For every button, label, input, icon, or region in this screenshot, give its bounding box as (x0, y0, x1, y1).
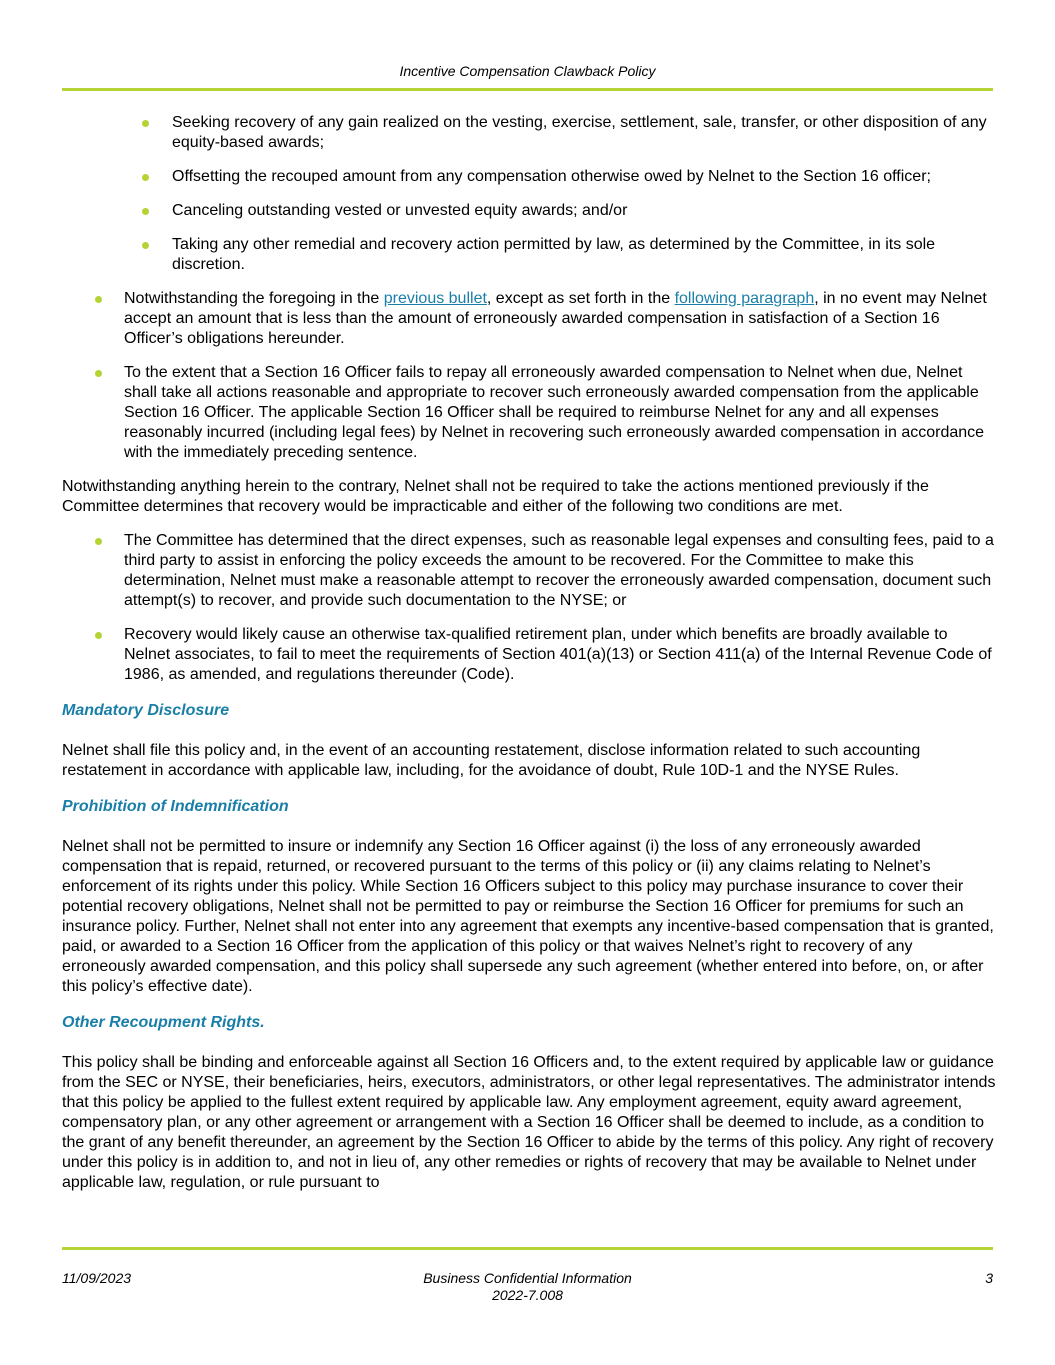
bullet-icon (142, 208, 149, 215)
following-paragraph-link[interactable]: following paragraph (674, 290, 815, 307)
bullet-icon (95, 296, 102, 303)
list-item: Canceling outstanding vested or unvested equity awards; and/or (62, 201, 997, 221)
bullet-icon (95, 370, 102, 377)
list-item: Offsetting the recouped amount from any compensation otherwise owed by Nelnet to the Section 16 officer; (62, 167, 997, 187)
footer-divider (62, 1247, 993, 1250)
header-title: Incentive Compensation Clawback Policy (399, 63, 656, 79)
section-heading-indemnification: Prohibition of Indemnification (62, 798, 289, 815)
bullet-icon (142, 174, 149, 181)
footer-page-number: 3 (985, 1270, 993, 1286)
list-item: Recovery would likely cause an otherwise tax-qualified retirement plan, under which benefits are broadly available to Nelnet associates, to fail to meet the requirements of Section 401(a)(13) or Section 411(a) of the Internal Revenue Code of 1986, as amended, and regulations thereunder (Code). (62, 625, 997, 685)
conditions-list (62, 531, 997, 685)
disclosure-paragraph: Nelnet shall file this policy and, in the event of an accounting restatement, disclose information related to such accounting restatement in accordance with applicable law, including, for the avoidance of doubt, Rule 10D-1 and the NYSE Rules. (62, 742, 921, 779)
recoupment-paragraph: This policy shall be binding and enforceable against all Section 16 Officers and, to the extent required by applicable law or guidance from the SEC or NYSE, their beneficiaries, heirs, executors, administrators, or other legal representatives. The administrator intends that this policy be applied to the fullest extent required by applicable law. Any employment agreement, equity award agreement, compensatory plan, or any other agreement or arrangement with a Section 16 Officer shall be deemed to include, as a condition to the grant of any benefit thereunder, an agreement by the Section 16 Officer to abide by the terms of this policy. Any right of recovery under this policy is in addition to, and not in lieu of, any other remedies or rights of recovery that may be available to Nelnet under applicable law, regulation, or rule pursuant to (62, 1054, 996, 1191)
previous-bullet-link[interactable]: previous bullet (383, 290, 487, 307)
header-divider (62, 88, 993, 91)
impracticable-paragraph: Notwithstanding anything herein to the contrary, Nelnet shall not be required to take the actions mentioned previously if the Committee determines that recovery would be impracticable and either of the following two conditions are met. (62, 478, 929, 515)
bullet-icon (142, 120, 149, 127)
list-item: Taking any other remedial and recovery action permitted by law, as determined by the Committee, in its sole discretion. (62, 235, 997, 275)
list-item: The Committee has determined that the direct expenses, such as reasonable legal expenses and consulting fees, paid to a third party to assist in enforcing the policy exceeds the amount to be recovered. For the Committee to make this determination, Nelnet must make a reasonable attempt to recover the erroneously awarded compensation, document such attempt(s) to recover, and provide such documentation to the NYSE; or (62, 531, 997, 611)
footer-confidential: Business Confidential Information (423, 1270, 632, 1286)
indemnification-paragraph: Nelnet shall not be permitted to insure or indemnify any Section 16 Officer against (i) the loss of any erroneously awarded compensation that is repaid, returned, or recovered pursuant to the terms of this policy or (ii) any claims relating to Nelnet’s enforcement of its rights under this policy. While Section 16 Officers subject to this policy may purchase insurance to cover their potential recovery obligations, Nelnet shall not be permitted to pay or reimburse the Section 16 Officer for premiums for such an insurance policy. Further, Nelnet shall not enter into any agreement that exempts any incentive-based compensation that is granted, paid, or awarded to a Section 16 Officer from the application of this policy or that waives Nelnet’s right to recovery of any erroneously awarded compensation, and this policy shall supersede any such agreement (whether entered into before, on, or after this policy’s effective date). (62, 838, 994, 995)
recovery-methods-list (62, 113, 997, 275)
section-heading-recoupment: Other Recoupment Rights. (62, 1014, 265, 1031)
bullet-icon (95, 632, 102, 639)
bullet-icon (142, 242, 149, 249)
section-heading-disclosure: Mandatory Disclosure (62, 702, 230, 719)
footer-doc-number: 2022-7.008 (492, 1287, 563, 1303)
bullet-icon (95, 538, 102, 545)
list-item: Seeking recovery of any gain realized on the vesting, exercise, settlement, sale, transfer, or other disposition of any equity-based awards; (62, 113, 997, 153)
list-item: Notwithstanding the foregoing in the previous bullet, except as set forth in the following paragraph, in no event may Nelnet accept an amount that is less than the amount of erroneously awarded compensation in satisfaction of a Section 16 Officer’s obligations hereunder. (62, 289, 997, 349)
footer-date: 11/09/2023 (62, 1270, 132, 1286)
list-item: To the extent that a Section 16 Officer fails to repay all erroneously awarded compensation to Nelnet when due, Nelnet shall take all actions reasonable and appropriate to recover such erroneously awarded compensation from the applicable Section 16 Officer. The applicable Section 16 Officer shall be required to reimburse Nelnet for any and all expenses reasonably incurred (including legal fees) by Nelnet in recovering such erroneously awarded compensation in accordance with the immediately preceding sentence. (62, 363, 997, 463)
policy-bullets-list (62, 289, 997, 463)
document-body (62, 113, 997, 1207)
footer-center (62, 1270, 993, 1304)
